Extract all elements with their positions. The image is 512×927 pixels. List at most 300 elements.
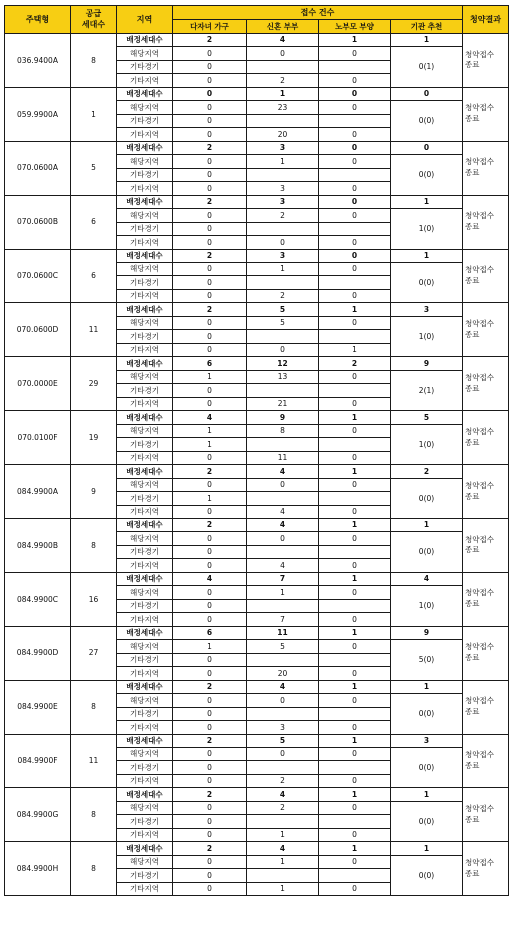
housing-type-cell: 084.9900C [5,572,71,626]
count-cell: 4 [247,559,319,573]
region-label-cell: 기타지역 [117,289,173,303]
col-header-multi-child: 다자녀 가구 [173,20,247,34]
count-cell: 1 [173,640,247,654]
count-cell: 2 [173,519,247,532]
supply-count-cell: 9 [71,465,117,519]
count-cell: 1 [319,680,391,693]
region-label-cell: 배정세대수 [117,357,173,370]
count-cell: 1 [319,343,391,357]
count-cell: 0 [173,532,247,546]
agency-assigned-cell: 9 [391,357,463,370]
agency-assigned-cell: 1 [391,842,463,855]
count-cell [247,114,319,128]
region-label-cell: 해당지역 [117,640,173,654]
count-cell: 2 [173,788,247,801]
count-cell [247,384,319,398]
count-cell [247,545,319,559]
region-label-cell: 해당지역 [117,532,173,546]
table-row [5,465,509,478]
agency-assigned-cell: 0 [391,141,463,154]
count-cell: 13 [247,370,319,384]
region-label-cell: 기타지역 [117,451,173,465]
agency-count-cell: 0(0) [391,747,463,788]
region-label-cell: 기타경기 [117,222,173,236]
housing-type-cell: 084.9900E [5,680,71,734]
count-cell: 2 [173,842,247,855]
region-label-cell: 배정세대수 [117,734,173,747]
region-label-cell: 기타지역 [117,505,173,519]
count-cell [319,545,391,559]
count-cell: 1 [319,34,391,47]
count-cell: 4 [247,842,319,855]
count-cell: 4 [247,680,319,693]
agency-assigned-cell: 1 [391,788,463,801]
agency-count-cell: 0(0) [391,694,463,735]
count-cell: 0 [319,47,391,61]
count-cell [319,815,391,829]
region-label-cell: 기타지역 [117,721,173,735]
count-cell: 7 [247,613,319,627]
agency-count-cell: 0(0) [391,532,463,573]
count-cell: 0 [319,397,391,411]
col-header-applications: 접수 건수 [173,6,463,20]
count-cell: 0 [319,801,391,815]
result-cell: 청약접수 종료 [463,788,509,842]
count-cell: 0 [173,384,247,398]
agency-assigned-cell: 2 [391,465,463,478]
count-cell: 1 [247,855,319,869]
agency-assigned-cell: 1 [391,195,463,208]
count-cell: 4 [247,465,319,478]
count-cell: 4 [173,572,247,585]
count-cell: 0 [319,478,391,492]
region-label-cell: 배정세대수 [117,34,173,47]
count-cell [319,438,391,452]
count-cell: 0 [319,586,391,600]
agency-assigned-cell: 3 [391,303,463,316]
region-label-cell: 해당지역 [117,747,173,761]
count-cell: 5 [247,640,319,654]
count-cell: 0 [173,101,247,115]
col-header-supply: 공급 세대수 [71,6,117,34]
count-cell [319,330,391,344]
region-label-cell: 배정세대수 [117,788,173,801]
count-cell: 0 [319,855,391,869]
count-cell [319,761,391,775]
count-cell: 0 [173,182,247,196]
agency-count-cell: 0(0) [391,262,463,303]
agency-count-cell: 1(0) [391,316,463,357]
count-cell [319,60,391,74]
count-cell: 7 [247,572,319,585]
table-row [5,249,509,262]
region-label-cell: 배정세대수 [117,141,173,154]
agency-count-cell: 0(0) [391,155,463,196]
count-cell: 20 [247,128,319,142]
count-cell: 0 [247,747,319,761]
agency-count-cell: 0(0) [391,801,463,842]
result-cell: 청약접수 종료 [463,249,509,303]
housing-type-cell: 084.9900G [5,788,71,842]
region-label-cell: 해당지역 [117,47,173,61]
count-cell: 0 [319,155,391,169]
count-cell [247,869,319,883]
agency-assigned-cell: 1 [391,519,463,532]
table-row [5,34,509,47]
housing-type-cell: 070.0000E [5,357,71,411]
agency-count-cell: 0(0) [391,101,463,142]
count-cell: 0 [319,505,391,519]
housing-type-cell: 070.0600B [5,195,71,249]
count-cell: 1 [319,519,391,532]
result-cell: 청약접수 종료 [463,680,509,734]
agency-count-cell: 1(0) [391,586,463,627]
count-cell: 2 [247,289,319,303]
count-cell: 0 [173,613,247,627]
agency-count-cell: 5(0) [391,640,463,681]
count-cell: 1 [319,626,391,639]
count-cell: 2 [173,734,247,747]
result-cell: 청약접수 종료 [463,465,509,519]
count-cell: 1 [247,586,319,600]
agency-count-cell: 0(0) [391,478,463,519]
count-cell: 0 [173,114,247,128]
count-cell: 21 [247,397,319,411]
result-cell: 청약접수 종료 [463,34,509,88]
count-cell [247,330,319,344]
region-label-cell: 기타경기 [117,438,173,452]
count-cell: 0 [319,182,391,196]
count-cell: 0 [247,47,319,61]
count-cell: 0 [173,397,247,411]
result-cell: 청약접수 종료 [463,141,509,195]
region-label-cell: 배정세대수 [117,195,173,208]
count-cell: 11 [247,451,319,465]
region-label-cell: 기타경기 [117,330,173,344]
count-cell: 0 [319,828,391,842]
region-label-cell: 기타지역 [117,667,173,681]
region-label-cell: 기타경기 [117,545,173,559]
count-cell: 1 [173,438,247,452]
region-label-cell: 해당지역 [117,694,173,708]
count-cell: 0 [173,694,247,708]
count-cell: 0 [173,209,247,223]
agency-count-cell: 2(1) [391,370,463,411]
table-row [5,195,509,208]
supply-count-cell: 8 [71,34,117,88]
count-cell [319,222,391,236]
count-cell: 0 [319,451,391,465]
count-cell: 0 [319,209,391,223]
region-label-cell: 배정세대수 [117,465,173,478]
region-label-cell: 기타경기 [117,60,173,74]
table-row [5,680,509,693]
region-label-cell: 기타지역 [117,882,173,896]
region-label-cell: 기타지역 [117,613,173,627]
result-cell: 청약접수 종료 [463,572,509,626]
region-label-cell: 기타지역 [117,828,173,842]
count-cell: 0 [173,343,247,357]
count-cell: 0 [173,222,247,236]
result-cell: 청약접수 종료 [463,411,509,465]
result-cell: 청약접수 종료 [463,734,509,788]
count-cell: 0 [319,882,391,896]
table-row [5,87,509,100]
count-cell: 0 [173,316,247,330]
count-cell: 2 [319,357,391,370]
count-cell: 0 [319,316,391,330]
count-cell: 0 [173,74,247,88]
count-cell: 8 [247,424,319,438]
count-cell: 2 [173,303,247,316]
region-label-cell: 배정세대수 [117,87,173,100]
count-cell: 2 [247,74,319,88]
count-cell: 3 [247,195,319,208]
region-label-cell: 해당지역 [117,424,173,438]
count-cell: 2 [173,195,247,208]
region-label-cell: 기타경기 [117,168,173,182]
region-label-cell: 기타경기 [117,761,173,775]
region-label-cell: 기타지역 [117,236,173,250]
count-cell [247,492,319,506]
supply-count-cell: 8 [71,842,117,896]
count-cell: 23 [247,101,319,115]
count-cell: 0 [173,653,247,667]
agency-count-cell: 1(0) [391,209,463,250]
count-cell: 11 [247,626,319,639]
housing-type-cell: 070.0600C [5,249,71,303]
count-cell [247,222,319,236]
result-cell: 청약접수 종료 [463,87,509,141]
region-label-cell: 해당지역 [117,855,173,869]
col-header-elderly: 노부모 부양 [319,20,391,34]
col-header-result: 청약결과 [463,6,509,34]
count-cell: 1 [319,465,391,478]
count-cell [319,384,391,398]
count-cell: 0 [173,276,247,290]
count-cell [319,114,391,128]
region-label-cell: 기타경기 [117,869,173,883]
count-cell [319,492,391,506]
count-cell: 0 [173,289,247,303]
count-cell: 1 [319,303,391,316]
count-cell: 0 [319,613,391,627]
region-label-cell: 배정세대수 [117,411,173,424]
count-cell: 0 [319,774,391,788]
supply-count-cell: 19 [71,411,117,465]
region-label-cell: 기타지역 [117,128,173,142]
count-cell: 0 [173,47,247,61]
count-cell: 0 [319,262,391,276]
supply-count-cell: 6 [71,249,117,303]
count-cell: 0 [319,559,391,573]
count-cell [247,707,319,721]
count-cell: 0 [173,128,247,142]
count-cell: 2 [247,801,319,815]
count-cell: 0 [173,828,247,842]
count-cell: 5 [247,303,319,316]
count-cell: 2 [173,249,247,262]
count-cell: 4 [247,788,319,801]
region-label-cell: 기타지역 [117,343,173,357]
count-cell: 0 [319,694,391,708]
count-cell: 0 [247,478,319,492]
count-cell: 1 [247,155,319,169]
count-cell: 0 [173,599,247,613]
supply-count-cell: 11 [71,734,117,788]
count-cell: 0 [173,262,247,276]
region-label-cell: 기타경기 [117,707,173,721]
count-cell: 2 [173,465,247,478]
count-cell: 0 [173,774,247,788]
count-cell: 0 [173,747,247,761]
count-cell: 0 [319,640,391,654]
supply-count-cell: 6 [71,195,117,249]
count-cell: 6 [173,357,247,370]
count-cell [247,815,319,829]
agency-count-cell: 1(0) [391,424,463,465]
count-cell: 3 [247,141,319,154]
count-cell: 2 [173,141,247,154]
table-row [5,734,509,747]
region-label-cell: 해당지역 [117,155,173,169]
agency-assigned-cell: 9 [391,626,463,639]
count-cell: 0 [173,236,247,250]
region-label-cell: 기타경기 [117,599,173,613]
agency-assigned-cell: 3 [391,734,463,747]
count-cell: 5 [247,734,319,747]
count-cell: 1 [247,262,319,276]
table-row [5,788,509,801]
region-label-cell: 기타지역 [117,397,173,411]
table-row [5,357,509,370]
count-cell: 0 [173,707,247,721]
agency-assigned-cell: 0 [391,87,463,100]
region-label-cell: 기타지역 [117,559,173,573]
housing-type-cell: 070.0600D [5,303,71,357]
agency-count-cell: 0(1) [391,47,463,88]
count-cell [247,168,319,182]
housing-type-cell: 084.9900B [5,519,71,573]
count-cell [319,653,391,667]
count-cell: 0 [173,478,247,492]
count-cell: 0 [319,721,391,735]
subscription-table [4,5,509,896]
table-row [5,519,509,532]
count-cell [247,60,319,74]
agency-assigned-cell: 1 [391,680,463,693]
count-cell: 0 [173,882,247,896]
col-header-type: 주택형 [5,6,71,34]
housing-type-cell: 084.9900H [5,842,71,896]
count-cell: 1 [319,842,391,855]
count-cell [247,438,319,452]
count-cell: 0 [319,747,391,761]
col-header-region: 지역 [117,6,173,34]
supply-count-cell: 1 [71,87,117,141]
count-cell [319,869,391,883]
col-header-agency: 기관 추천 [391,20,463,34]
count-cell: 4 [247,505,319,519]
count-cell: 3 [247,182,319,196]
result-cell: 청약접수 종료 [463,195,509,249]
count-cell: 1 [319,411,391,424]
count-cell: 12 [247,357,319,370]
count-cell [247,276,319,290]
count-cell [247,653,319,667]
count-cell: 0 [173,667,247,681]
supply-count-cell: 11 [71,303,117,357]
count-cell: 0 [319,236,391,250]
count-cell: 0 [319,532,391,546]
count-cell: 0 [173,721,247,735]
table-row [5,141,509,154]
count-cell: 0 [319,74,391,88]
agency-assigned-cell: 5 [391,411,463,424]
count-cell: 1 [173,424,247,438]
count-cell: 0 [173,87,247,100]
region-label-cell: 기타경기 [117,653,173,667]
housing-type-cell: 059.9900A [5,87,71,141]
col-header-newlywed: 신혼 부부 [247,20,319,34]
count-cell: 1 [319,734,391,747]
agency-assigned-cell: 4 [391,572,463,585]
region-label-cell: 기타경기 [117,114,173,128]
count-cell: 1 [173,492,247,506]
table-row [5,572,509,585]
count-cell: 0 [319,667,391,681]
count-cell: 0 [173,815,247,829]
count-cell [319,599,391,613]
region-label-cell: 해당지역 [117,316,173,330]
count-cell: 0 [173,855,247,869]
count-cell [319,276,391,290]
supply-count-cell: 8 [71,519,117,573]
region-label-cell: 해당지역 [117,370,173,384]
count-cell: 0 [319,87,391,100]
count-cell: 0 [319,249,391,262]
agency-assigned-cell: 1 [391,249,463,262]
region-label-cell: 해당지역 [117,478,173,492]
count-cell: 0 [173,60,247,74]
count-cell: 2 [173,680,247,693]
count-cell: 0 [173,451,247,465]
count-cell: 1 [319,572,391,585]
housing-type-cell: 036.9400A [5,34,71,88]
region-label-cell: 기타경기 [117,276,173,290]
supply-count-cell: 29 [71,357,117,411]
count-cell: 0 [173,559,247,573]
agency-count-cell: 0(0) [391,855,463,896]
region-label-cell: 기타지역 [117,774,173,788]
region-label-cell: 해당지역 [117,262,173,276]
region-label-cell: 배정세대수 [117,680,173,693]
region-label-cell: 해당지역 [117,209,173,223]
table-body [5,34,509,896]
table-row [5,303,509,316]
region-label-cell: 기타지역 [117,74,173,88]
count-cell: 0 [173,155,247,169]
count-cell: 3 [247,249,319,262]
result-cell: 청약접수 종료 [463,303,509,357]
count-cell: 0 [319,370,391,384]
count-cell: 0 [173,168,247,182]
result-cell: 청약접수 종료 [463,626,509,680]
count-cell: 0 [173,330,247,344]
supply-count-cell: 8 [71,680,117,734]
region-label-cell: 배정세대수 [117,572,173,585]
housing-type-cell: 084.9900F [5,734,71,788]
